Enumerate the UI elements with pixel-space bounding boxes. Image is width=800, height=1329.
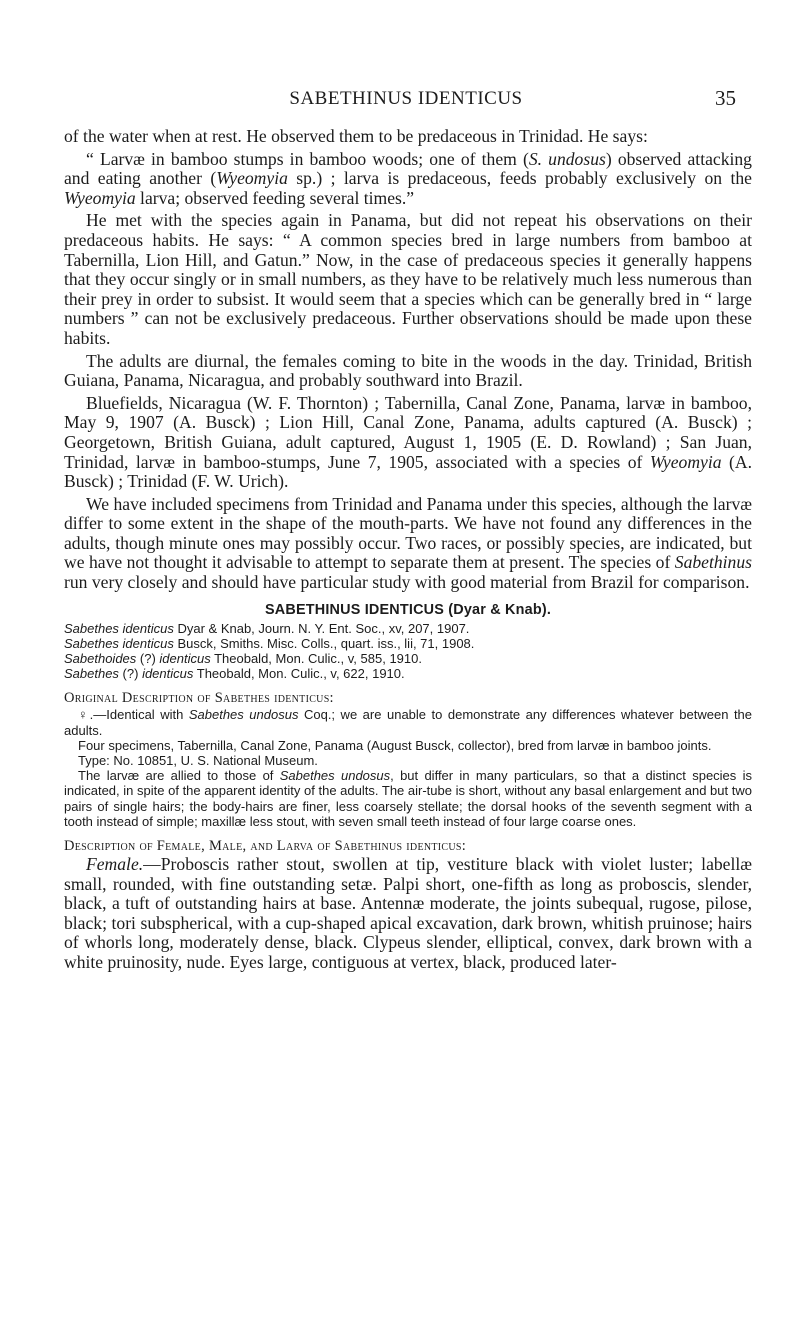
text-run: The adults are diurnal, the females coming to bite in the woods in the day. Trinidad, British Guiana, Panama, Nicaragua, and probably southward into Brazil. — [64, 350, 752, 391]
synonymy-entry — [64, 621, 752, 636]
original-description-paragraph — [64, 707, 752, 737]
text-run: run very closely and should have particular study with good material from Brazil for comparison. — [64, 572, 750, 593]
text-run: The larvæ are allied to those of — [78, 768, 280, 784]
italic-text: identicus — [159, 651, 211, 667]
female-label: Female. — [86, 854, 144, 875]
text-run: ) observed attacking and eating another ( — [64, 148, 752, 189]
italic-text: Sabethes identicus — [64, 635, 174, 651]
original-description-paragraph — [64, 738, 752, 753]
italic-text: Sabethes — [64, 666, 119, 682]
text-run: of the water when at rest. He observed them to be predaceous in Trinidad. He says: — [64, 126, 648, 146]
text-run: Type: No. 10851, U. S. National Museum. — [78, 753, 318, 769]
text-run: (?) — [118, 666, 143, 682]
page-body — [64, 127, 752, 973]
original-description-heading: Original Description of Sabethes identicus: — [64, 690, 334, 707]
text-run: He met with the species again in Panama, but did not repeat his observations on their predaceous habits. He says: “ A common species bred in large numbers from bamboo at Tabernilla, Lion Hill, and Gatun.” Now, in the case of predaceous species it generally happens that they occur singly or in small numbers, as they have to be relatively much less numerous than their prey in order to subsist. It would seem that a species which can be generally bred in “ large numbers ” can not be exclusively predaceous. Further observations should be made upon these habits. — [64, 210, 752, 348]
text-run: Bluefields, Nicaragua (W. F. Thornton) ; Tabernilla, Canal Zone, Panama, larvæ in bamboo, May 9, 1907 (A. Busck) ; Lion Hill, Canal Zone, Panama, adults captured (A. Busck) ; Georgetown, British Guiana, adult captured, August 1, 1905 (E. D. Rowland) ; San Juan, Trinidad, larvæ in bamboo-stumps, June 7, 1905, associated with a species of — [64, 392, 752, 472]
female-description — [64, 855, 752, 973]
italic-text: Sabethoides — [64, 651, 137, 667]
text-run: Theobald, Mon. Culic., v, 585, 1910. — [210, 651, 422, 667]
text-run: larva; observed feeding several times.” — [135, 187, 415, 208]
italic-text: identicus — [142, 666, 194, 682]
page-number: 35 — [715, 86, 736, 110]
synonymy-list — [64, 621, 752, 682]
paragraph-panama-observations — [64, 211, 752, 348]
italic-text: Wyeomyia — [216, 168, 288, 189]
italic-text: Sabethinus — [674, 552, 752, 573]
italic-text: Sabethes undosus — [279, 768, 391, 784]
synonymy-entry — [64, 666, 752, 681]
original-description — [64, 707, 752, 829]
text-run: sp.) ; larva is predaceous, feeds probably exclusively on the — [287, 168, 752, 189]
text-run: ♀.—Identical with — [78, 707, 189, 723]
italic-text: Wyeomyia — [64, 187, 136, 208]
text-run: , but differ in many particulars, so that a distinct species is indicated, in spite of the apparent identity of the adults. The air-tube is short, without any basal enlargement and but two pairs of single hairs; the body-hairs are finer, less coarsely stellate; the dorsal hooks of the seventh segment with a tooth instead of simple; maxillæ less stout, with seven small teeth instead of four large coarse ones. — [64, 768, 752, 829]
original-description-paragraph — [64, 768, 752, 829]
synonymy-entry — [64, 651, 752, 666]
paragraph-races-discussion — [64, 495, 752, 593]
text-run: Four specimens, Tabernilla, Canal Zone, Panama (August Busck, collector), bred from larvæ in bamboo joints. — [78, 737, 712, 753]
text-run: (?) — [136, 651, 160, 667]
species-heading: SABETHINUS IDENTICUS (Dyar & Knab). — [264, 601, 552, 618]
description-heading: Description of Female, Male, and Larva of Sabethinus identicus: — [64, 838, 467, 855]
italic-text: Sabethes identicus — [64, 620, 174, 636]
synonymy-entry — [64, 636, 752, 651]
text-run: Coq.; we are unable to demonstrate any differences whatever between the adults. — [64, 707, 753, 738]
text-run: Busck, Smiths. Misc. Colls., quart. iss., lii, 71, 1908. — [173, 635, 475, 651]
paragraph-adults-diurnal — [64, 352, 752, 391]
italic-text: Wyeomyia — [649, 451, 722, 472]
paragraph-quote-larvae — [64, 150, 752, 209]
female-text: —Proboscis rather stout, swollen at tip, vestiture black with violet luster; labellæ small, rounded, with fine outstanding setæ. Palpi short, one-fifth as long as proboscis, slender, black, a tuft of outstanding hairs at base. Antennæ moderate, the joints subequal, rugose, pilose, black; tori subspherical, with a cup-shaped apical excavation, dark brown, whitish pruinose; hairs of whorls long, moderately dense, black. Clypeus slender, elliptical, convex, dark brown with a white pruinosity, nude. Eyes large, contiguous at vertex, black, produced later- — [64, 854, 752, 973]
italic-text: S. undosus — [528, 148, 606, 169]
text-run: “ Larvæ in bamboo stumps in bamboo woods; one of them ( — [86, 148, 529, 169]
paragraph-continuation — [64, 127, 752, 147]
text-run: We have included specimens from Trinidad and Panama under this species, although the larvæ differ to some extent in the shape of the mouth-parts. We have not found any differences in the adults, though minute ones may possibly occur. Two races, or possibly species, are indicated, but we have not thought it advisable to attempt to separate them at present. The species of — [64, 493, 752, 573]
text-run: Dyar & Knab, Journ. N. Y. Ent. Soc., xv, 207, 1907. — [173, 620, 470, 636]
text-run: Theobald, Mon. Culic., v, 622, 1910. — [193, 666, 405, 682]
text-run: (A. Busck) ; Trinidad (F. W. Urich). — [64, 451, 752, 492]
original-description-paragraph — [64, 753, 752, 768]
running-head: SABETHINUS IDENTICUS — [289, 88, 523, 109]
italic-text: Sabethes undosus — [188, 707, 299, 723]
paragraph-localities — [64, 394, 752, 492]
